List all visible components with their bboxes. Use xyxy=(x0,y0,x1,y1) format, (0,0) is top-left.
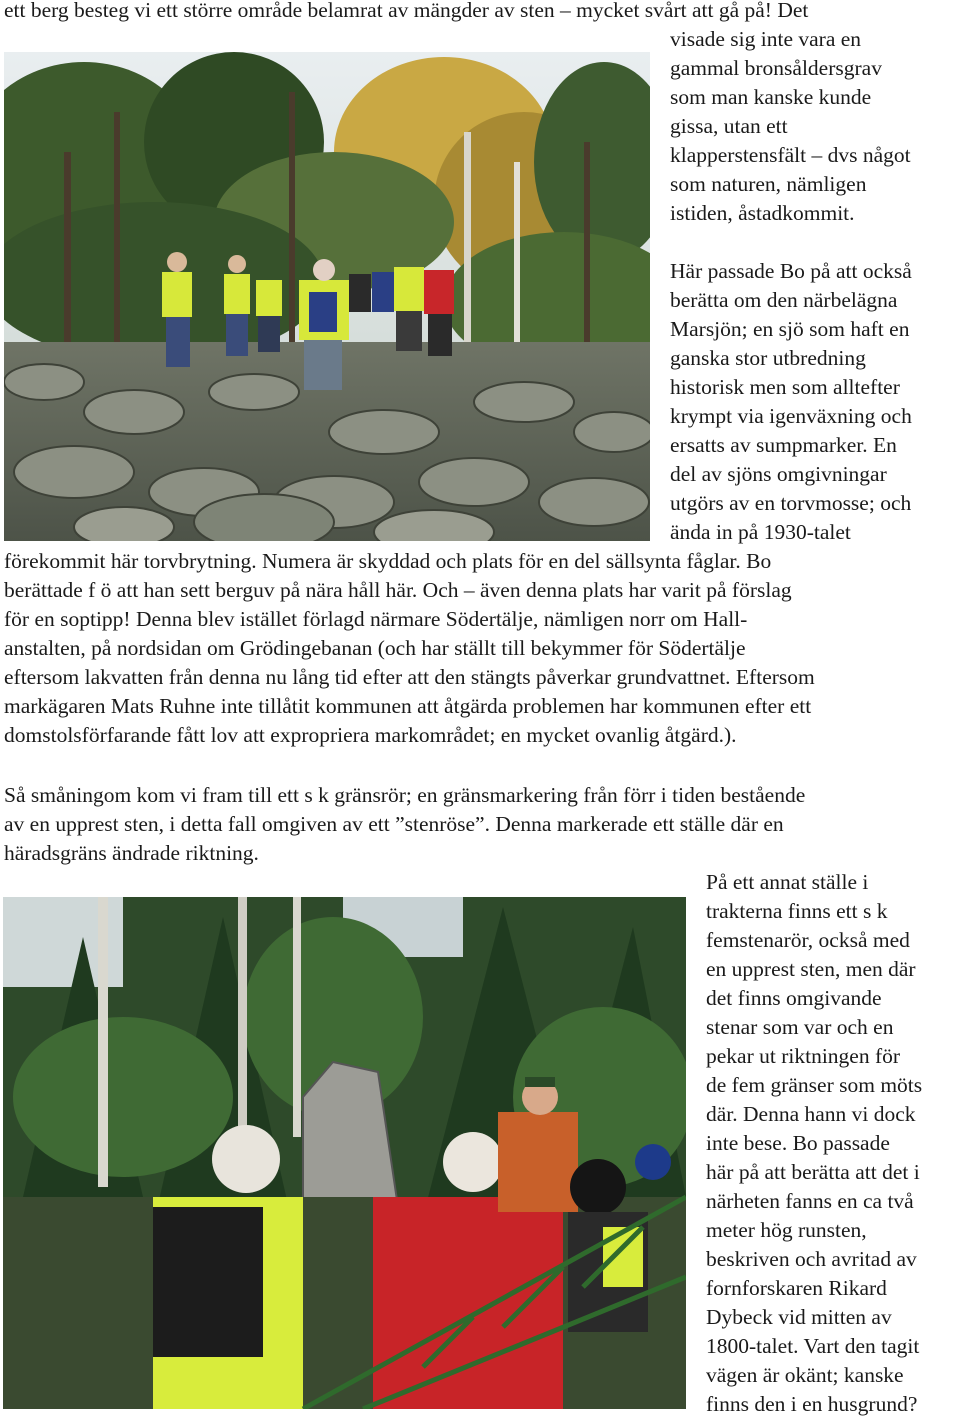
body-text-line: utgörs av en torvmosse; och xyxy=(670,491,912,515)
body-text-line: femstenarör, också med xyxy=(706,928,910,952)
body-text-line: meter hög runsten, xyxy=(706,1218,867,1242)
body-text-line: av en upprest sten, i detta fall omgiven av ett ”stenröse”. Denna markerade ett ställe där en xyxy=(4,812,784,836)
body-text-line: krympt via igenväxning och xyxy=(670,404,912,428)
body-text-line: ersatts av sumpmarker. En xyxy=(670,433,897,457)
body-text-line: stenar som var och en xyxy=(706,1015,894,1039)
body-text-line: för en soptipp! Denna blev istället förlagd närmare Södertälje, nämligen norr om Hall- xyxy=(4,607,748,631)
body-text-line: eftersom lakvatten från denna nu lång tid efter att den stängts påverkar grundvattnet. Eftersom xyxy=(4,665,815,689)
body-text-line: visade sig inte vara en xyxy=(670,27,862,51)
photo-standing-stone-image xyxy=(3,897,686,1409)
body-text-line: del av sjöns omgivningar xyxy=(670,462,887,486)
body-text-line: ända in på 1930-talet xyxy=(670,520,851,544)
photo-standing-stone xyxy=(3,897,686,1409)
body-text-line: Här passade Bo på att också xyxy=(670,259,912,283)
body-text-line: gissa, utan ett xyxy=(670,114,788,138)
body-text-line: inte bese. Bo passade xyxy=(706,1131,890,1155)
body-text-line: markägaren Mats Ruhne inte tillåtit kommunen att åtgärda problemen har kommunen efter ett xyxy=(4,694,812,718)
body-text-line: pekar ut riktningen för xyxy=(706,1044,901,1068)
body-text-line: de fem gränser som möts xyxy=(706,1073,923,1097)
body-text-line: klapperstensfält – dvs något xyxy=(670,143,911,167)
body-text-line: vägen är okänt; kanske xyxy=(706,1363,904,1387)
body-text-line: där. Denna hann vi dock xyxy=(706,1102,916,1126)
body-text-line: trakterna finns ett s k xyxy=(706,899,888,923)
body-text-line: det finns omgivande xyxy=(706,986,882,1010)
body-text-line: en upprest sten, men där xyxy=(706,957,916,981)
body-text-line: häradsgräns ändrade riktning. xyxy=(4,841,259,865)
body-text-line: ganska stor utbredning xyxy=(670,346,866,370)
photo-boulder-field xyxy=(4,52,650,541)
body-text-line: Så småningom kom vi fram till ett s k gränsrör; en gränsmarkering från förr i tiden bestående xyxy=(4,783,806,807)
body-text-line: närheten fanns en ca två xyxy=(706,1189,914,1213)
body-text-line: berätta om den närbelägna xyxy=(670,288,898,312)
body-text-line: förekommit här torvbrytning. Numera är skyddad och plats för en del sällsynta fåglar. Bo xyxy=(4,549,772,573)
body-text-line: finns den i en husgrund? xyxy=(706,1392,918,1416)
body-text-line: här på att berätta att det i xyxy=(706,1160,920,1184)
body-text-line: På ett annat ställe i xyxy=(706,870,869,894)
body-text-line: Dybeck vid mitten av xyxy=(706,1305,892,1329)
body-text-line: ett berg besteg vi ett större område belamrat av mängder av sten – mycket svårt att gå på! Det xyxy=(4,0,809,22)
body-text-line: som naturen, nämligen xyxy=(670,172,867,196)
body-text-line: anstalten, på nordsidan om Grödingebanan (och har ställt till bekymmer för Södertälje xyxy=(4,636,746,660)
body-text-line: som man kanske kunde xyxy=(670,85,872,109)
photo-boulder-field-image xyxy=(4,52,650,541)
body-text-line: beskriven och avritad av xyxy=(706,1247,917,1271)
body-text-line: domstolsförfarande fått lov att expropriera markområdet; en mycket ovanlig åtgärd.). xyxy=(4,723,737,747)
body-text-line: gammal bronsåldersgrav xyxy=(670,56,882,80)
body-text-line: fornforskaren Rikard xyxy=(706,1276,887,1300)
body-text-line: 1800-talet. Vart den tagit xyxy=(706,1334,920,1358)
body-text-line: historisk men som alltefter xyxy=(670,375,900,399)
body-text-line: berättade f ö att han sett berguv på nära håll här. Och – även denna plats har varit på förslag xyxy=(4,578,792,602)
body-text-line: Marsjön; en sjö som haft en xyxy=(670,317,910,341)
body-text-line: istiden, åstadkommit. xyxy=(670,201,855,225)
